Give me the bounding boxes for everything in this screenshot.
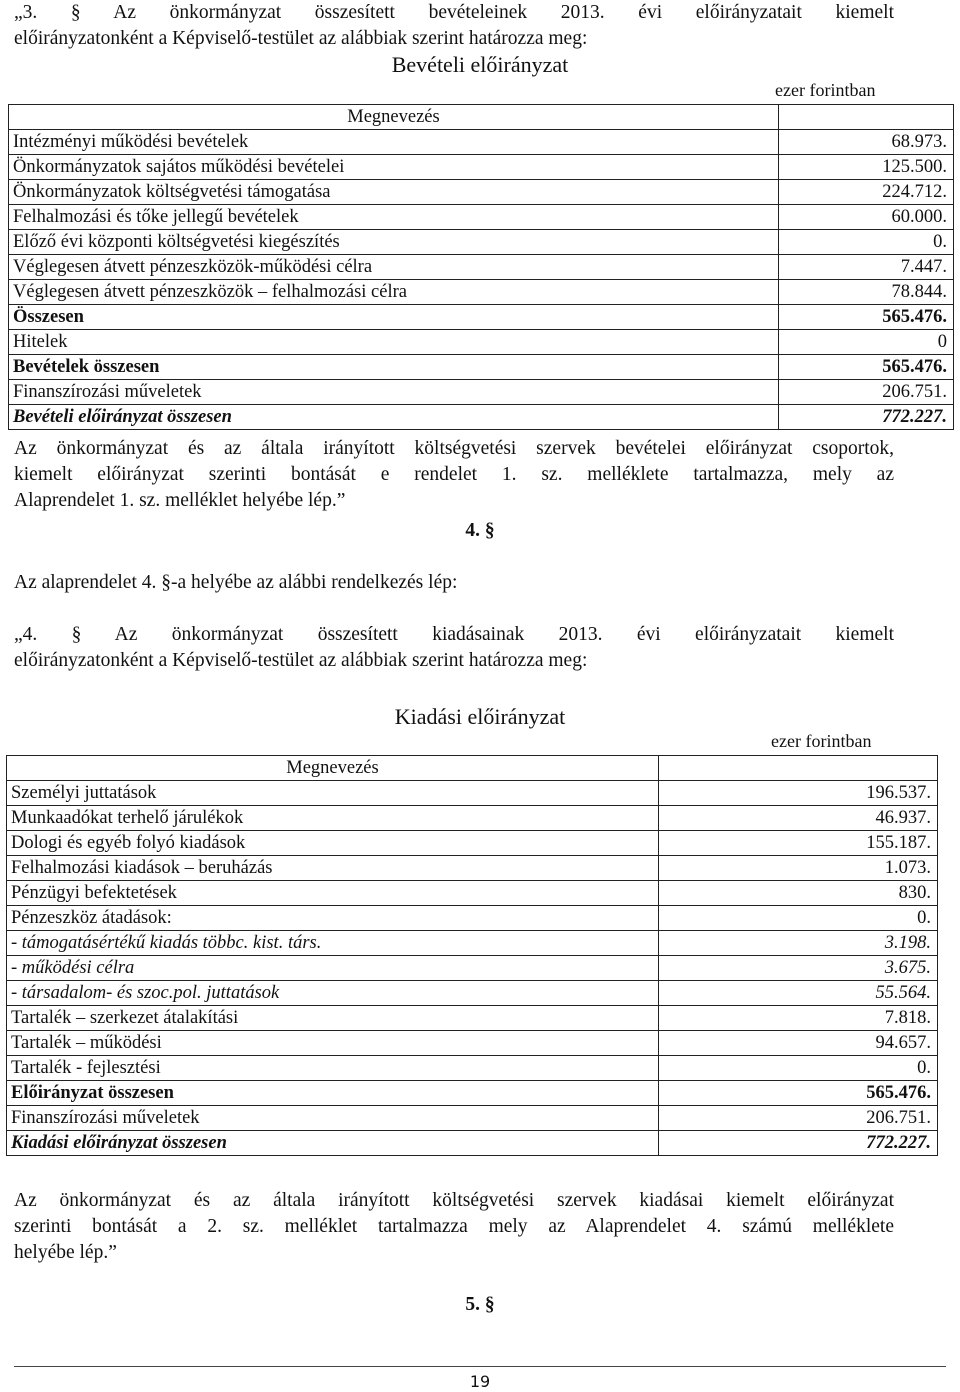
revenue-table [8,104,954,430]
revenue-row-name: Önkormányzatok sajátos működési bevételei [9,155,779,180]
intro-3-line-2: előirányzatonként a Képviselő-testület az alábbiak szerint határozza meg: [14,28,588,49]
revenue-row-value: 772.227. [779,405,954,430]
after-expense-line-1: Az önkormányzat és az általa irányított költségvetési szervek kiadásai kiemelt előirányzat [14,1190,894,1211]
expense-row-name: Előirányzat összesen [7,1081,659,1106]
expense-row [7,881,938,906]
revenue-row [9,280,954,305]
after-expense-line-2: szerinti bontását a 2. sz. melléklet tartalmazza mely az Alaprendelet 4. számú melléklete [14,1216,894,1237]
revenue-row-value: 565.476. [779,355,954,380]
revenue-row-value: 78.844. [779,280,954,305]
revenue-row-name: Véglegesen átvett pénzeszközök-működési célra [9,255,779,280]
revenue-row [9,155,954,180]
amendment-sentence: Az alaprendelet 4. §-a helyébe az alábbi rendelkezés lép: [14,572,458,593]
expense-row-value: 830. [659,881,938,906]
revenue-row-name: Összesen [9,305,779,330]
revenue-row-value: 125.500. [779,155,954,180]
expense-row-name: Dologi és egyéb folyó kiadások [7,831,659,856]
expense-row [7,806,938,831]
revenue-row-name: Előző évi központi költségvetési kiegészítés [9,230,779,255]
revenue-row [9,230,954,255]
expense-row-value: 155.187. [659,831,938,856]
revenue-table-title: Bevételi előirányzat [391,52,569,77]
expense-row-value: 0. [659,906,938,931]
expense-row-name: - támogatásértékű kiadás többc. kist. társ. [7,931,659,956]
expense-row-name: Személyi juttatások [7,781,659,806]
footer-divider [14,1366,946,1367]
expense-row-value: 7.818. [659,1006,938,1031]
intro-3-line-1: „3. § Az önkormányzat összesített bevételeinek 2013. évi előirányzatait kiemelt [14,2,894,23]
expense-row-value: 3.198. [659,931,938,956]
revenue-row-value: 68.973. [779,130,954,155]
expense-row-value: 565.476. [659,1081,938,1106]
expense-row [7,1106,938,1131]
expense-row-name: - működési célra [7,956,659,981]
expense-header-row [7,756,938,781]
revenue-row [9,330,954,355]
expense-row-value: 772.227. [659,1131,938,1156]
revenue-unit-label: ezer forintban [775,80,876,100]
expense-row [7,931,938,956]
revenue-row-name: Intézményi működési bevételek [9,130,779,155]
expense-row-name: Pénzeszköz átadások: [7,906,659,931]
expense-row-value: 46.937. [659,806,938,831]
expense-unit-label: ezer forintban [771,731,872,751]
expense-header-value [659,756,938,781]
revenue-row [9,355,954,380]
expense-row-name: Pénzügyi befektetések [7,881,659,906]
expense-row [7,781,938,806]
expense-row [7,906,938,931]
expense-row [7,981,938,1006]
expense-row [7,1131,938,1156]
revenue-row-name: Bevételek összesen [9,355,779,380]
expense-row-name: Kiadási előirányzat összesen [7,1131,659,1156]
revenue-row-name: Felhalmozási és tőke jellegű bevételek [9,205,779,230]
section-5-heading: 5. § [465,1294,495,1315]
expense-table-title: Kiadási előirányzat [394,704,566,729]
revenue-row-name: Hitelek [9,330,779,355]
page-number: 19 [469,1372,491,1391]
revenue-row [9,130,954,155]
revenue-header-row [9,105,954,130]
expense-row [7,1006,938,1031]
revenue-row [9,180,954,205]
revenue-row [9,305,954,330]
intro-4-line-2: előirányzatonként a Képviselő-testület az alábbiak szerint határozza meg: [14,650,588,671]
after-revenue-line-2: kiemelt előirányzat szerinti bontását e rendelet 1. sz. melléklete tartalmazza, mely az [14,464,894,485]
revenue-row-value: 60.000. [779,205,954,230]
expense-row-value: 0. [659,1056,938,1081]
section-4-heading: 4. § [465,520,495,541]
revenue-row-name: Bevételi előirányzat összesen [9,405,779,430]
revenue-row-name: Véglegesen átvett pénzeszközök – felhalmozási célra [9,280,779,305]
expense-row-name: Tartalék – működési [7,1031,659,1056]
revenue-row [9,255,954,280]
revenue-row [9,405,954,430]
expense-row [7,1056,938,1081]
expense-row-value: 55.564. [659,981,938,1006]
expense-row-name: Munkaadókat terhelő járulékok [7,806,659,831]
expense-table [6,755,938,1156]
revenue-row-value: 565.476. [779,305,954,330]
expense-row-value: 1.073. [659,856,938,881]
revenue-row-value: 7.447. [779,255,954,280]
revenue-row-value: 0. [779,230,954,255]
expense-row [7,956,938,981]
revenue-table-body [9,105,954,430]
expense-row-value: 94.657. [659,1031,938,1056]
expense-table-body [7,756,938,1156]
expense-row-name: Felhalmozási kiadások – beruházás [7,856,659,881]
expense-row-name: Tartalék – szerkezet átalakítási [7,1006,659,1031]
expense-row-value: 3.675. [659,956,938,981]
revenue-row [9,380,954,405]
expense-row [7,831,938,856]
revenue-row-value: 0 [779,330,954,355]
revenue-header-name: Megnevezés [9,105,779,130]
after-expense-line-3: helyébe lép.” [14,1242,117,1263]
expense-header-name: Megnevezés [7,756,659,781]
after-revenue-line-3: Alaprendelet 1. sz. melléklet helyébe lép.” [14,490,346,511]
expense-row-name: Tartalék - fejlesztési [7,1056,659,1081]
revenue-header-value [779,105,954,130]
revenue-row-name: Önkormányzatok költségvetési támogatása [9,180,779,205]
expense-row [7,856,938,881]
expense-row [7,1031,938,1056]
expense-row-value: 196.537. [659,781,938,806]
expense-row [7,1081,938,1106]
expense-row-name: - társadalom- és szoc.pol. juttatások [7,981,659,1006]
revenue-row-value: 206.751. [779,380,954,405]
after-revenue-line-1: Az önkormányzat és az általa irányított költségvetési szervek bevételei előirányzat csoportok, [14,438,894,459]
revenue-row-name: Finanszírozási műveletek [9,380,779,405]
revenue-row-value: 224.712. [779,180,954,205]
revenue-row [9,205,954,230]
intro-4-line-1: „4. § Az önkormányzat összesített kiadásainak 2013. évi előirányzatait kiemelt [14,624,894,645]
expense-row-name: Finanszírozási műveletek [7,1106,659,1131]
expense-row-value: 206.751. [659,1106,938,1131]
